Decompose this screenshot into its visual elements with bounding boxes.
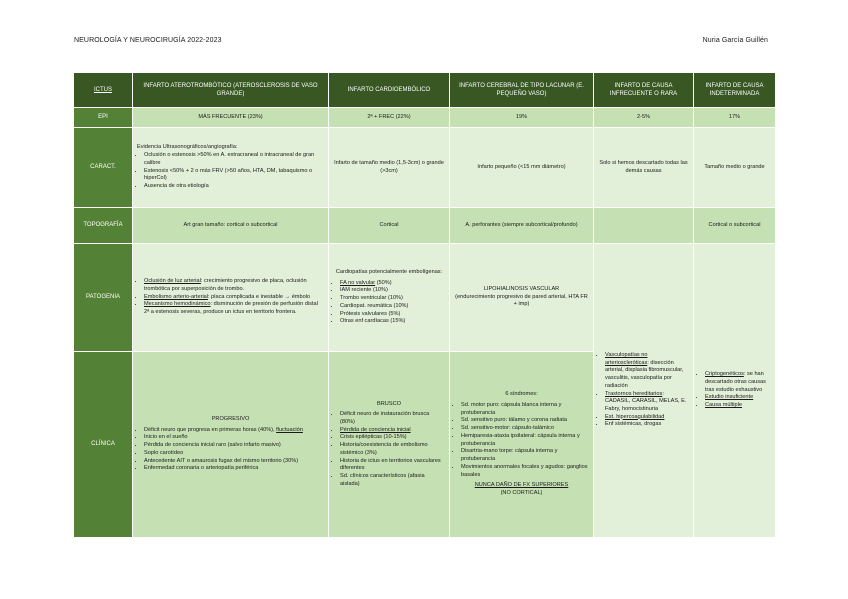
table-header-row: [74, 73, 776, 108]
caract-atero-title: Evidencia Ultrasonográficos/angiografía:: [137, 144, 238, 151]
column-header-aterotrombotico: INFARTO ATEROTROMBÓTICO (ATEROSCLEROSIS DE VASO GRANDE): [133, 73, 329, 108]
row-header-caract: CARACT.: [74, 128, 133, 208]
clinica-lacunar-note: NUNCA DAÑO DE FX SUPERIORES: [474, 482, 569, 489]
pato-atero: [133, 244, 329, 352]
row-header-clinica: CLÍNICA: [74, 352, 133, 538]
list-item: • Vasculopatías no arterioscleróticas: disección arterial, displasia fibromuscular, vasculitis, vasculopatía por radiación: [605, 352, 689, 391]
list-item: • Inicio en el sueño: [144, 434, 324, 442]
topo-atero: Art gran tamaño: cortical o subcortical: [133, 208, 329, 244]
list-item: • Est. hipercoagulabilidad: [605, 414, 689, 422]
list-item: • Déficit neuro de instauración brusca (80%): [340, 411, 445, 426]
list-item: • Pérdida de conciencia inicial: [340, 427, 445, 435]
list-item: • Sd. motor puro: cápsula blanca interna y protuberancia: [461, 402, 589, 417]
list-item: • Criptogenéticos: se han descartado otras causas tras estudio exhaustivo: [705, 371, 771, 394]
clinica-lacunar-note-sub: (NO CORTICAL): [500, 489, 543, 496]
table-row-epi: [74, 108, 776, 128]
list-item: • Enf sistémicas, drogas: [605, 421, 689, 429]
list-item: • Movimientos anormales focales y agudos: ganglios basales: [461, 464, 589, 479]
list-item: • Soplo carotídeo: [144, 450, 324, 458]
column-header-indeterminada: INFARTO DE CAUSA INDETERMINADA: [694, 73, 776, 108]
epi-cardio: 2ª + FREC (22%): [329, 108, 450, 128]
list-item: • Trombo ventricular (10%): [340, 295, 445, 303]
indet-list: [698, 371, 771, 410]
column-header-causa-rara: INFARTO DE CAUSA INFRECUENTE O RARA: [594, 73, 694, 108]
list-item: • Pérdida de conciencia inicial raro (salvo infarto masivo): [144, 442, 324, 450]
pato-atero-list: [137, 278, 324, 317]
list-item: • Ausencia de otra etiología: [144, 183, 324, 191]
list-item: • Sd. clínicos característicos (afasia aislada): [340, 473, 445, 488]
list-item: • Crisis epilépticas (10-15%): [340, 434, 445, 442]
list-item: • Antecedente AIT o amaurosis fugax del mismo territorio (30%): [144, 458, 324, 466]
list-item: • Causa múltiple: [705, 402, 771, 410]
list-item: • Mecanismo hemodinámico: disminución de presión de perfusión distal 2ª a estenosis severas, produce un ictus en territorio frontera.: [144, 301, 324, 316]
topo-indet: Cortical o subcortical: [694, 208, 776, 244]
list-item: • Sd. sensitivo-motor: cápsulo-talámico: [461, 425, 589, 433]
list-item: • Estudio insuficiente: [705, 394, 771, 402]
clinica-lacunar-title: 6 síndromes:: [505, 391, 538, 398]
clinica-atero-title: PROGRESIVO: [211, 415, 250, 422]
list-item: • Embolismo arterio-arterial: placa complicada e inestable → émbolo: [144, 294, 324, 302]
list-item: • Oclusión o estenosis >50% en A. extracraneal o intracraneal de gran calibre: [144, 152, 324, 167]
caract-atero: [133, 128, 329, 208]
list-item: • Otras enf cardíacas (15%): [340, 318, 445, 326]
table-row-caract: [74, 128, 776, 208]
caract-rara: Solo si hemos descartado todas las demás causas: [594, 128, 694, 208]
topo-lacunar: A. perforantes (siempre subcortical/profundo): [450, 208, 594, 244]
list-item: • FA no valvular (50%): [340, 280, 445, 288]
list-item: • Oclusión de luz arterial: crecimiento progresivo de placa, oclusión trombótica por superposición de trombo.: [144, 278, 324, 293]
list-item: • Enfermedad coronaria o arteriopatía periférica: [144, 465, 324, 473]
pato-lacunar-text: (endurecimiento progresivo de pared arterial, HTA FR + imp): [455, 293, 588, 308]
epi-indet: 17%: [694, 108, 776, 128]
epi-lacunar: 19%: [450, 108, 594, 128]
caract-cardio: Infarto de tamaño medio (1,5-3cm) o grande (>3cm): [329, 128, 450, 208]
pato-cardio-list: [333, 280, 445, 326]
pato-cardio-title: Cardiopatías potencialmente embolígenas:: [335, 268, 443, 275]
pato-lacunar: [450, 244, 594, 352]
list-item: • Prótesis valvulares (5%): [340, 311, 445, 319]
column-header-lacunar: INFARTO CEREBRAL DE TIPO LACUNAR (E. PEQUEÑO VASO): [450, 73, 594, 108]
row-header-patogenia: PATOGENIA: [74, 244, 133, 352]
document-title: NEUROLOGÍA Y NEUROCIRUGÍA 2022-2023: [74, 37, 222, 44]
clinica-atero-list: [137, 427, 324, 473]
rara-list: [598, 352, 689, 429]
topo-rara: [594, 208, 694, 244]
list-item: • Cardiopat. reumática (10%): [340, 303, 445, 311]
list-item: • Sd. sensitivo puro: tálamo y corona radiata: [461, 417, 589, 425]
epi-rara: 2-5%: [594, 108, 694, 128]
clinica-lacunar: [450, 352, 594, 538]
list-item: • Historia de ictus en territorios vasculares diferentes: [340, 458, 445, 473]
table-row-topografia: [74, 208, 776, 244]
column-header-ictus: ICTUS: [74, 73, 133, 108]
list-item: • Hemiparesia-ataxia ipsilateral: cápsula interna y protuberancia: [461, 433, 589, 448]
row-header-topografia: TOPOGRAFÍA: [74, 208, 133, 244]
table-row-patogenia: [74, 244, 776, 352]
clinica-cardio-list: [333, 411, 445, 488]
clinica-atero: [133, 352, 329, 538]
list-item: • IAM reciente (10%): [340, 287, 445, 295]
pato-cardio: [329, 244, 450, 352]
column-header-cardioembolico: INFARTO CARDIOEMBÓLICO: [329, 73, 450, 108]
pato-clinica-rara: [594, 244, 694, 538]
clinica-cardio-title: BRUSCO: [377, 400, 401, 407]
ictus-table: [73, 72, 776, 538]
list-item: • Déficit neuro que progresa en primeras horas (40%), fluctuación: [144, 427, 324, 435]
epi-atero: MÁS FRECUENTE (23%): [133, 108, 329, 128]
topo-cardio: Cortical: [329, 208, 450, 244]
list-item: • Historia/coexistencia de embolismo sistémico (3%): [340, 442, 445, 457]
caract-atero-list: [137, 152, 324, 191]
pato-lacunar-title: LIPOHIALINOSIS VASCULAR: [483, 285, 560, 292]
caract-indet: Tamaño medio o grande: [694, 128, 776, 208]
list-item: • Estenosis <50% + 2 o más FRV (>50 años, HTA, DM, tabaquismo o hiperCol): [144, 168, 324, 183]
clinica-cardio: [329, 352, 450, 538]
clinica-lacunar-list: [454, 402, 589, 479]
pato-clinica-indet: [694, 244, 776, 538]
list-item: • Trastornos hereditarios: CADASIL, CARASIL, MELAS, E. Fabry, homocistinuria: [605, 391, 689, 414]
caract-lacunar: Infarto pequeño (<15 mm diámetro): [450, 128, 594, 208]
list-item: • Disartria-mano torpe: cápsula interna y protuberancia: [461, 448, 589, 463]
row-header-epi: EPI: [74, 108, 133, 128]
author-name: Nuria García Guillén: [702, 37, 768, 44]
